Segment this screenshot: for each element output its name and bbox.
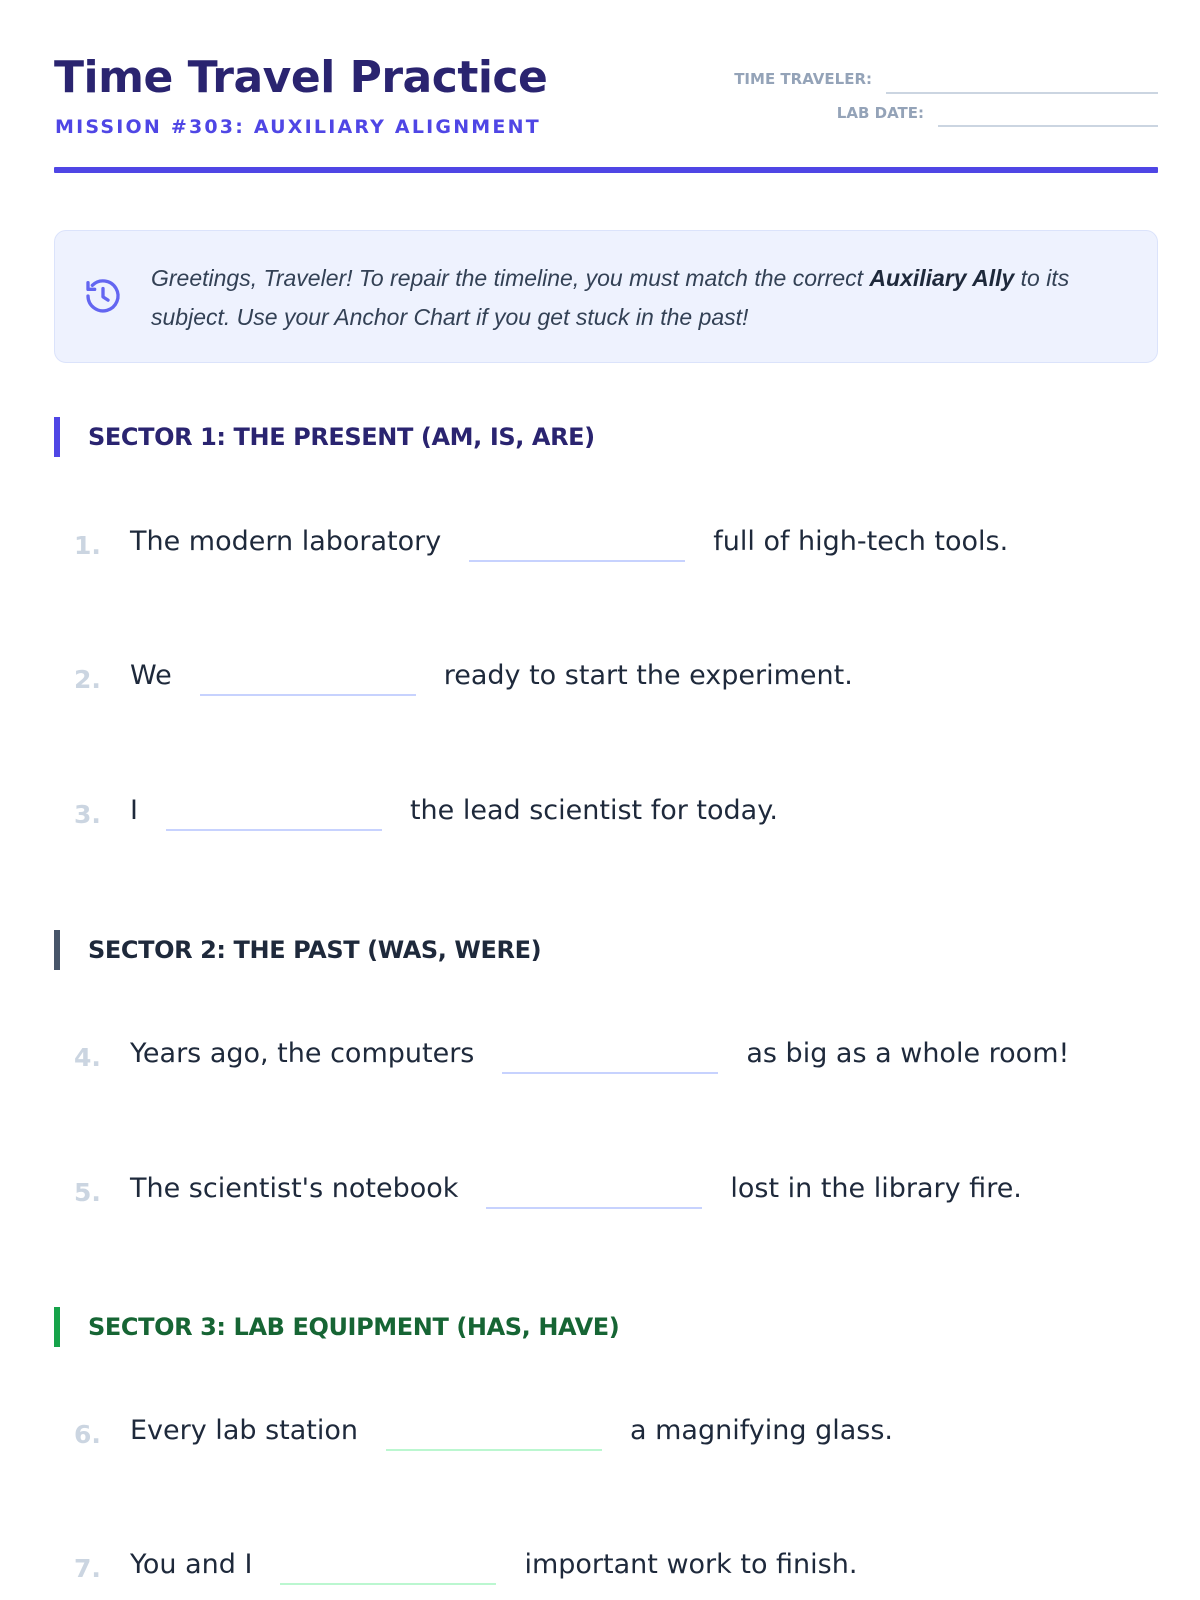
answer-blank-7[interactable] <box>280 1583 496 1585</box>
sector-3-marker <box>54 1307 60 1347</box>
question-1: 1. The modern laboratory full of high-tech tools. <box>74 526 1009 560</box>
question-4: 4. Years ago, the computers as big as a whole room! <box>74 1038 1070 1072</box>
answer-blank-6[interactable] <box>386 1449 602 1451</box>
intro-callout <box>54 230 1158 363</box>
answer-blank-5[interactable] <box>486 1207 702 1209</box>
lab-date-field[interactable] <box>938 125 1158 127</box>
question-number: 6. <box>74 1420 101 1449</box>
sector-1-heading: SECTOR 1: THE PRESENT (AM, IS, ARE) <box>54 417 595 457</box>
lab-date-label: LAB DATE: <box>836 104 924 122</box>
question-number: 4. <box>74 1043 101 1072</box>
question-6: 6. Every lab station a magnifying glass. <box>74 1415 893 1449</box>
intro-text: Greetings, Traveler! To repair the timeline, you must match the correct Auxiliary Ally to its subject. Use your Anchor Chart if you get stuck in the past! <box>151 265 1070 330</box>
sector-1-marker <box>54 417 60 457</box>
question-3: 3. I the lead scientist for today. <box>74 795 778 829</box>
question-5: 5. The scientist's notebook lost in the library fire. <box>74 1173 1022 1207</box>
sector-2-marker <box>54 930 60 970</box>
question-2: 2. We ready to start the experiment. <box>74 660 853 694</box>
question-number: 7. <box>74 1554 101 1583</box>
header-divider <box>54 167 1158 173</box>
question-number: 1. <box>74 531 101 560</box>
question-7: 7. You and I important work to finish. <box>74 1549 858 1583</box>
answer-blank-2[interactable] <box>200 694 416 696</box>
answer-blank-3[interactable] <box>166 829 382 831</box>
page-title: Time Travel Practice <box>54 52 548 103</box>
sector-3-heading: SECTOR 3: LAB EQUIPMENT (HAS, HAVE) <box>54 1307 619 1347</box>
mission-subtitle: MISSION #303: AUXILIARY ALIGNMENT <box>55 116 541 138</box>
question-number: 5. <box>74 1178 101 1207</box>
question-number: 3. <box>74 800 101 829</box>
question-number: 2. <box>74 665 101 694</box>
history-icon <box>83 276 123 316</box>
answer-blank-1[interactable] <box>469 560 685 562</box>
sector-2-heading: SECTOR 2: THE PAST (WAS, WERE) <box>54 930 541 970</box>
time-traveler-label: TIME TRAVELER: <box>734 70 872 88</box>
time-traveler-field[interactable] <box>886 92 1158 94</box>
answer-blank-4[interactable] <box>502 1072 718 1074</box>
